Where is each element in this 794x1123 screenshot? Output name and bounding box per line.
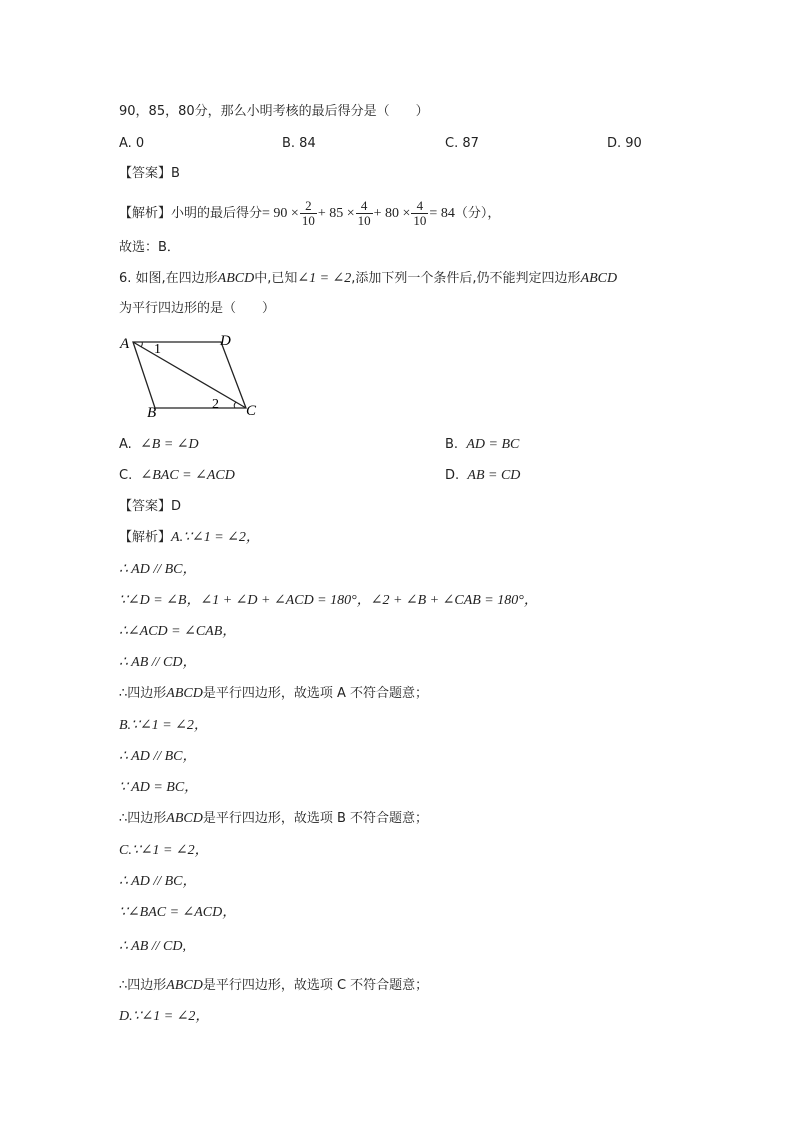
proof-step: ∵∠BAC = ∠ACD， [119,905,237,920]
proof-step: ∴四边形ABCD是平行四边形，故选项 B 不符合题意； [119,811,429,826]
proof-step: ∵ AD = BC， [119,780,199,795]
math-term: + 85 × [317,206,355,221]
angle-2-arc [234,402,236,408]
proof-step: ∴∠ACD = ∠CAB， [119,624,237,639]
option-c: C. 87 [445,136,479,151]
parallelogram-figure [112,328,272,424]
proof-step: ∴四边形ABCD是平行四边形，故选项 A 不符合题意； [119,686,429,701]
proof-step: ∴ AD // BC， [119,874,197,889]
option-d: D. AB = CD [445,468,521,483]
angle-1-arc [141,342,142,347]
analysis-line: 【解析】A.∵∠1 = ∠2， [119,530,260,545]
math-term: + 80 × [373,206,411,221]
diagonal-ac [133,342,246,408]
proof-step: ∴ AB // CD, [119,939,186,954]
proof-step: D.∵∠1 = ∠2， [119,1009,210,1024]
angle-2-label: 2 [212,397,219,412]
analysis-line [119,195,500,233]
answer-label: 【答案】 [119,499,172,514]
math-term: = 90 × [262,206,299,221]
vertex-d-label: D [220,333,231,349]
analysis-label: 【解析】 [119,530,172,545]
option-a: A. 0 [119,136,145,151]
option-b: B. AD = BC [445,437,520,452]
answer-value: B [171,166,180,181]
proof-step: ∴ AB // CD， [119,655,197,670]
answer-label: 【答案】 [119,166,172,181]
conclusion: 故选：B． [119,240,180,255]
fraction: $\frac{4}{10}$ [357,198,371,228]
fraction: $\frac{4}{10}$ [413,198,427,228]
unit: （分）， [454,206,501,221]
vertex-a-label: A [120,336,130,352]
proof-step: ∴ AD // BC， [119,562,197,577]
angle-1-label: 1 [154,342,161,357]
fraction: $\frac{2}{10}$ [301,198,315,228]
proof-step: ∴ AD // BC， [119,749,197,764]
option-a: A. ∠B = ∠D [119,437,199,452]
option-c: C. ∠BAC = ∠ACD [119,468,235,483]
proof-step: C.∵∠1 = ∠2， [119,843,209,858]
vertex-c-label: C [246,403,257,419]
answer-value: D [171,499,182,514]
vertex-b-label: B [147,405,157,421]
proof-step: ∴四边形ABCD是平行四边形，故选项 C 不符合题意； [119,978,429,993]
option-d: D. 90 [607,136,642,151]
math-term: = 84 [429,206,455,221]
answer-line [119,166,180,182]
question-stem: 90，85，80分，那么小明考核的最后得分是（ ） [119,104,429,119]
proof-step: ∵∠D = ∠B，∠1 + ∠D + ∠ACD = 180°，∠2 + ∠B + ∠CAB = 180°， [119,593,538,608]
proof-step: B.∵∠1 = ∠2， [119,718,208,733]
analysis-prefix: 小明的最后得分 [171,206,263,221]
question-stem-line2: 为平行四边形的是（ ） [119,301,276,316]
answer-line [119,499,181,515]
analysis-label: 【解析】 [119,206,172,221]
question-stem-line1: 6. 如图,在四边形ABCD中,已知∠1 = ∠2,添加下列一个条件后,仍不能判定四边形ABCD [119,271,618,286]
option-b: B. 84 [282,136,316,151]
